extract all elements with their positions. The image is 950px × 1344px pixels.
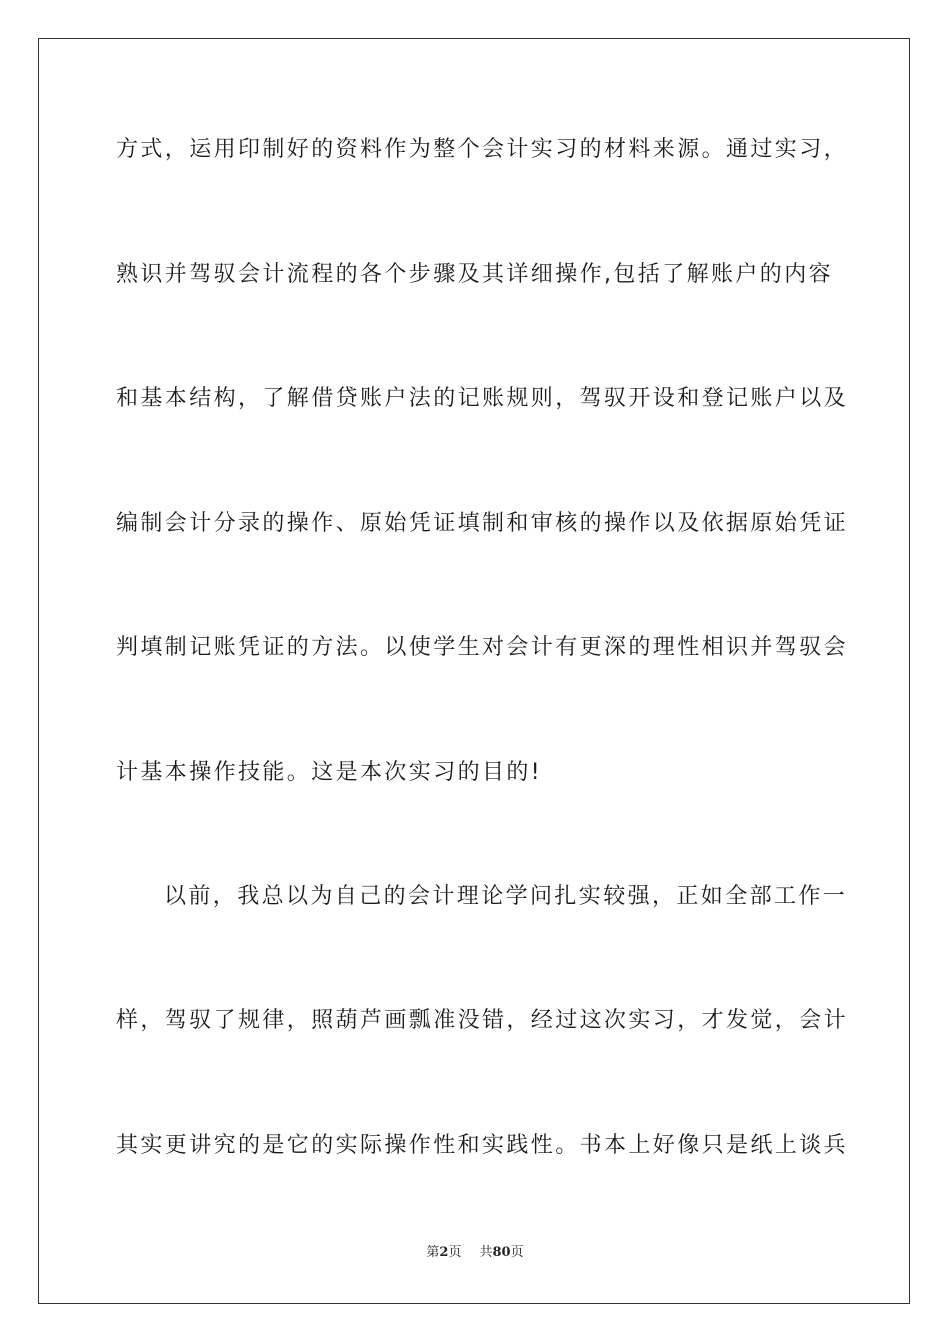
text-line-7-paragraph-start: 以前，我总以为自己的会计理论学问扎实较强，正如全部工作一 xyxy=(164,884,848,909)
text-line-9: 其实更讲究的是它的实际操作性和实践性。书本上好像只是纸上谈兵 xyxy=(116,1133,849,1158)
page-number: 2 xyxy=(439,1245,449,1260)
page-suffix: 页 xyxy=(448,1245,462,1260)
page-frame xyxy=(38,38,910,1304)
text-line-5: 判填制记账凭证的方法。以使学生对会计有更深的理性相识并驾驭会 xyxy=(116,635,849,660)
page-footer xyxy=(0,1244,950,1262)
total-prefix: 共 xyxy=(479,1245,493,1260)
text-line-1: 方式，运用印制好的资料作为整个会计实习的材料来源。通过实习， xyxy=(116,137,849,162)
text-line-2: 熟识并驾驭会计流程的各个步骤及其详细操作,包括了解账户的内容 xyxy=(116,262,833,287)
text-line-4: 编制会计分录的操作、原始凭证填制和审核的操作以及依据原始凭证 xyxy=(116,511,849,536)
page-prefix: 第 xyxy=(426,1245,440,1260)
total-pages: 80 xyxy=(492,1245,511,1260)
text-line-6: 计基本操作技能。这是本次实习的目的! xyxy=(116,760,543,785)
text-line-8: 样，驾驭了规律，照葫芦画瓢准没错，经过这次实习，才发觉，会计 xyxy=(116,1008,849,1033)
total-suffix: 页 xyxy=(510,1245,524,1260)
text-line-3: 和基本结构，了解借贷账户法的记账规则，驾驭开设和登记账户以及 xyxy=(116,386,849,411)
